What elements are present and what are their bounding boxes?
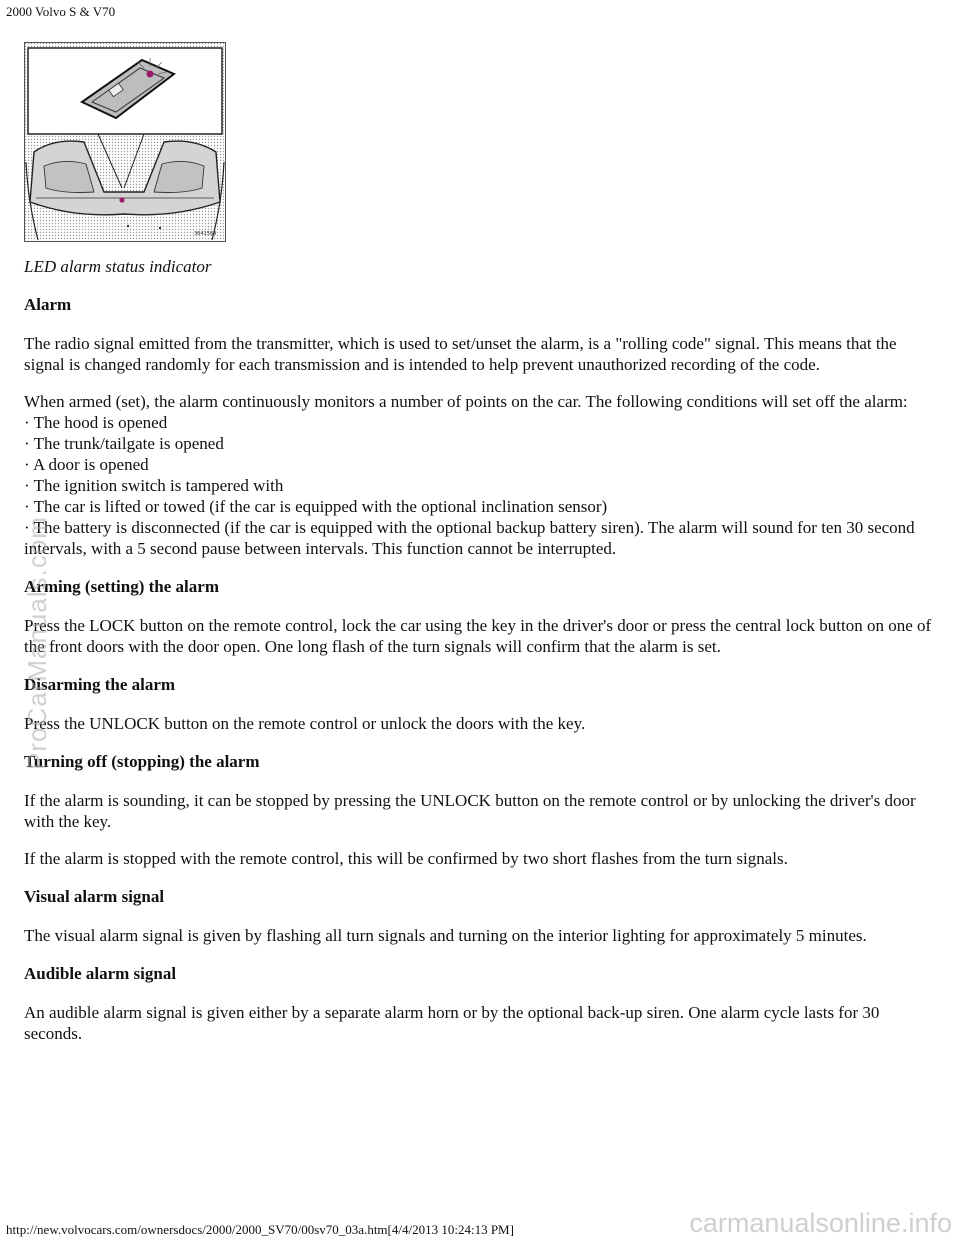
section-heading-audible: Audible alarm signal [24, 964, 177, 983]
page-header: 2000 Volvo S & V70 [6, 4, 116, 19]
section-heading-disarming: Disarming the alarm [24, 675, 176, 694]
turning-off-paragraph-2: If the alarm is stopped with the remote control, this will be confirmed by two short flashes from the turn signals. [24, 849, 788, 868]
dashboard-drawing [24, 42, 226, 242]
section-heading-visual: Visual alarm signal [24, 887, 165, 906]
turning-off-paragraph-1: If the alarm is sounding, it can be stopped by pressing the UNLOCK button on the remote control or by unlocking the driver's door with the key. [24, 791, 916, 831]
audible-paragraph: An audible alarm signal is given either by a separate alarm horn or by the optional back-up siren. One alarm cycle lasts for 30 seconds. [24, 1003, 880, 1043]
section-heading-alarm: Alarm [24, 295, 72, 314]
list-item: · A door is opened [24, 455, 149, 474]
visual-paragraph: The visual alarm signal is given by flashing all turn signals and turning on the interior lighting for approximately 5 minutes. [24, 926, 867, 945]
figure-caption: LED alarm status indicator [24, 257, 212, 276]
disarming-paragraph: Press the UNLOCK button on the remote control or unlock the doors with the key. [24, 714, 586, 733]
list-item: · The battery is disconnected (if the car is equipped with the optional backup battery siren). The alarm will sound for ten 30 second intervals, with a 5 second pause between intervals. This function cannot be interrupted. [24, 518, 915, 558]
section-heading-turning-off: Turning off (stopping) the alarm [24, 752, 260, 771]
list-item: · The ignition switch is tampered with [24, 476, 284, 495]
page-footer-url: http://new.volvocars.com/ownersdocs/2000/2000_SV70/00sv70_03a.htm[4/4/2013 10:24:13 PM] [6, 1222, 514, 1237]
list-item: · The trunk/tailgate is opened [24, 434, 224, 453]
figure-code: 3641584 [194, 231, 217, 237]
list-item: · The hood is opened [24, 413, 168, 432]
alarm-paragraph-2: When armed (set), the alarm continuously monitors a number of points on the car. The following conditions will set off the alarm: [24, 392, 908, 411]
led-indicator-illustration [24, 42, 226, 242]
arming-paragraph: Press the LOCK button on the remote control, lock the car using the key in the driver's door or press the central lock button on one of the front doors with the door open. One long flash of the turn signals will confirm that the alarm is set. [24, 616, 932, 656]
alarm-paragraph-1: The radio signal emitted from the transmitter, which is used to set/unset the alarm, is a "rolling code" signal. This means that the signal is changed randomly for each transmission and is intended to help prevent unauthorized recording of the code. [24, 334, 897, 374]
alarm-conditions-list [24, 412, 940, 559]
section-heading-arming: Arming (setting) the alarm [24, 577, 219, 596]
corner-watermark: carmanualsonline.info [689, 1208, 952, 1238]
document-body [24, 240, 940, 1044]
side-watermark: ProCarManuals.com [22, 516, 52, 770]
list-item: · The car is lifted or towed (if the car is equipped with the optional inclination sensor) [24, 497, 608, 516]
